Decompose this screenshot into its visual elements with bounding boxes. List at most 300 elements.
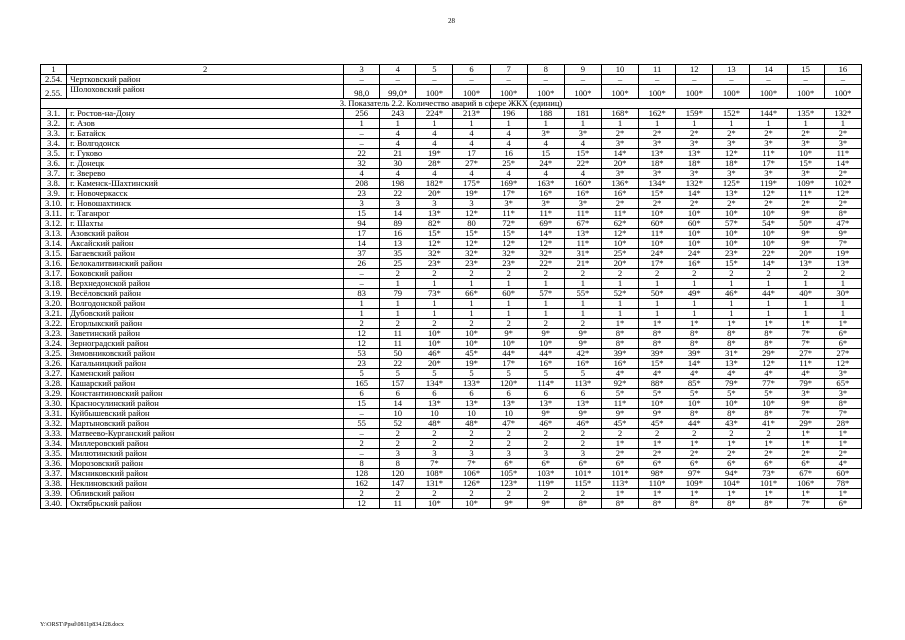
value-cell: 10* [787,149,824,159]
value-cell: 3* [787,169,824,179]
value-cell: 11* [564,239,601,249]
value-cell: 14* [676,359,713,369]
value-cell: 89 [380,219,416,229]
value-cell: 3* [527,199,564,209]
value-cell: 9* [527,329,564,339]
value-cell: 1* [676,439,713,449]
value-cell: 1* [787,489,824,499]
value-cell: 14 [380,399,416,409]
value-cell: 5 [527,369,564,379]
value-cell: 10* [676,229,713,239]
value-cell: 3 [416,449,453,459]
table-row [41,459,862,469]
value-cell: 1 [750,299,787,309]
value-cell: 165 [344,379,380,389]
value-cell: 9* [787,209,824,219]
row-number: 3.31. [41,409,67,419]
table-row [41,199,862,209]
value-cell: 8* [676,339,713,349]
value-cell: 8* [713,409,750,419]
table-row [41,389,862,399]
value-cell: 8* [824,399,861,409]
row-name: Багаевский район [67,249,344,259]
row-number: 3.34. [41,439,67,449]
value-cell: 8* [564,499,601,509]
value-cell: 9* [490,329,527,339]
value-cell: 25* [601,249,638,259]
value-cell: 2* [639,129,676,139]
value-cell: 10* [490,339,527,349]
value-cell: 22* [564,159,601,169]
value-cell: 28* [416,159,453,169]
value-cell: 10* [713,239,750,249]
value-cell: 104* [713,479,750,489]
value-cell: 98* [639,469,676,479]
row-name: Каменский район [67,369,344,379]
row-number: 3.25. [41,349,67,359]
value-cell: 119* [750,179,787,189]
value-cell: 60* [639,219,676,229]
value-cell: 6 [453,389,490,399]
row-name: Неклиновский район [67,479,344,489]
value-cell: 9* [601,409,638,419]
value-cell: 5 [564,369,601,379]
value-cell: 11* [639,229,676,239]
row-number: 3.24. [41,339,67,349]
value-cell: 2 [750,269,787,279]
value-cell: – [344,449,380,459]
value-cell: 1* [676,319,713,329]
value-cell: 1* [824,429,861,439]
value-cell: 4 [453,169,490,179]
row-name: Куйбышевский район [67,409,344,419]
value-cell: 162 [344,479,380,489]
value-cell: 25 [380,259,416,269]
value-cell: 13* [564,229,601,239]
value-cell: 4 [380,129,416,139]
row-number: 3.26. [41,359,67,369]
value-cell: 2* [676,449,713,459]
value-cell: 6* [676,459,713,469]
value-cell: 8* [639,339,676,349]
value-cell: – [713,75,750,85]
row-number: 3.28. [41,379,67,389]
value-cell: 12* [453,239,490,249]
value-cell: 11 [380,339,416,349]
value-cell: 100* [676,85,713,99]
value-cell: 100* [713,85,750,99]
table-row [41,449,862,459]
value-cell: 2 [750,429,787,439]
value-cell: – [490,75,527,85]
value-cell: 1 [824,309,861,319]
value-cell: 160* [564,179,601,189]
row-name: Верхнедонской район [67,279,344,289]
value-cell: 16* [527,189,564,199]
value-cell: 16* [564,359,601,369]
value-cell: 1 [787,299,824,309]
value-cell: 11* [527,209,564,219]
column-number: 12 [676,65,713,75]
value-cell: 73* [750,469,787,479]
value-cell: 14* [676,189,713,199]
value-cell: 1* [676,489,713,499]
table-row [41,209,862,219]
value-cell: 14* [750,259,787,269]
row-name: г. Волгодонск [67,139,344,149]
value-cell: 22* [527,259,564,269]
value-cell: 13* [416,399,453,409]
value-cell: 23* [416,259,453,269]
value-cell: 132* [676,179,713,189]
value-cell: 1 [490,299,527,309]
value-cell: 35 [380,249,416,259]
value-cell: 23 [344,359,380,369]
value-cell: 12 [344,329,380,339]
value-cell: 5 [416,369,453,379]
value-cell: 46* [416,349,453,359]
value-cell: 10 [490,409,527,419]
row-name: Морозовский район [67,459,344,469]
value-cell: 7* [453,459,490,469]
table-row [41,269,862,279]
value-cell: 11* [787,359,824,369]
value-cell: 4 [564,139,601,149]
row-number: 3.13. [41,229,67,239]
value-cell: 110* [639,479,676,489]
value-cell: 100* [750,85,787,99]
value-cell: 7* [787,409,824,419]
value-cell: 16* [601,359,638,369]
value-cell: 1* [824,319,861,329]
footer-file-path: Y:\ORST\Ppsd\0811p834.f28.docx [40,622,124,628]
value-cell: 9* [490,499,527,509]
value-cell: 2 [564,429,601,439]
value-cell: 2 [416,489,453,499]
value-cell: 4 [380,139,416,149]
value-cell: – [601,75,638,85]
value-cell: 31* [713,349,750,359]
value-cell: 10* [713,209,750,219]
table-row [41,159,862,169]
value-cell: 4 [416,129,453,139]
row-number: 3.10. [41,199,67,209]
table-row [41,179,862,189]
value-cell: 7* [787,329,824,339]
value-cell: 13* [824,259,861,269]
value-cell: 14* [601,149,638,159]
value-cell: 4* [750,369,787,379]
table-row [41,109,862,119]
value-cell: 106* [453,469,490,479]
value-cell: – [344,129,380,139]
row-number: 3.17. [41,269,67,279]
value-cell: 5* [601,389,638,399]
row-name: г. Новочеркасск [67,189,344,199]
value-cell: 79* [713,379,750,389]
row-number: 3.6. [41,159,67,169]
value-cell: 1* [601,319,638,329]
row-name: г. Таганрог [67,209,344,219]
value-cell: 6* [824,499,861,509]
value-cell: 52 [380,419,416,429]
value-cell: – [453,75,490,85]
value-cell: 11* [601,209,638,219]
value-cell: 2 [380,429,416,439]
value-cell: 2 [527,319,564,329]
value-cell: 6 [564,389,601,399]
value-cell: 144* [750,109,787,119]
value-cell: 1 [490,119,527,129]
table-row [41,289,862,299]
value-cell: 3* [676,169,713,179]
row-number: 3.40. [41,499,67,509]
value-cell: 1 [676,279,713,289]
value-cell: 16 [490,149,527,159]
value-cell: 20* [787,249,824,259]
value-cell: 101* [750,479,787,489]
value-cell: 11* [824,149,861,159]
row-number: 3.27. [41,369,67,379]
value-cell: 3* [601,139,638,149]
value-cell: 134* [639,179,676,189]
value-cell: 13* [564,399,601,409]
value-cell: 2 [344,489,380,499]
value-cell: 2* [713,199,750,209]
value-cell: 133* [453,379,490,389]
value-cell: 48* [453,419,490,429]
table-row [41,279,862,289]
value-cell: 30* [824,289,861,299]
row-name: Белокалитвинский район [67,259,344,269]
value-cell: 3* [713,169,750,179]
value-cell: 2 [639,429,676,439]
value-cell: 6* [601,459,638,469]
value-cell: 50* [787,219,824,229]
row-number: 3.39. [41,489,67,499]
value-cell: 1 [564,119,601,129]
value-cell: 55 [344,419,380,429]
value-cell: 3 [564,449,601,459]
value-cell: 101* [601,469,638,479]
value-cell: 1 [453,279,490,289]
value-cell: 23* [490,259,527,269]
value-cell: 114* [527,379,564,389]
value-cell: 19* [453,359,490,369]
value-cell: 23* [453,259,490,269]
value-cell: 2 [453,489,490,499]
value-cell: 22 [380,359,416,369]
value-cell: 2 [490,269,527,279]
table-row [41,439,862,449]
value-cell: 50 [380,349,416,359]
value-cell: 13* [490,399,527,409]
value-cell: 44* [490,349,527,359]
value-cell: 175* [453,179,490,189]
value-cell: 2 [453,269,490,279]
value-cell: 2* [713,449,750,459]
row-number: 3.4. [41,139,67,149]
value-cell: – [676,75,713,85]
value-cell: 10* [453,329,490,339]
value-cell: 2* [824,169,861,179]
column-number-row [41,65,862,75]
value-cell: 6 [416,389,453,399]
column-number: 10 [601,65,638,75]
row-number: 3.2. [41,119,67,129]
value-cell: 10* [676,239,713,249]
value-cell: 4 [416,169,453,179]
value-cell: 100* [416,85,453,99]
value-cell: 13 [380,239,416,249]
row-number: 3.19. [41,289,67,299]
value-cell: 2 [453,439,490,449]
value-cell: 10* [750,229,787,239]
value-cell: 10* [453,499,490,509]
row-number: 3.37. [41,469,67,479]
value-cell: 1 [601,279,638,289]
row-name: г. Азов [67,119,344,129]
table-row [41,169,862,179]
value-cell: 62* [601,219,638,229]
table-row [41,369,862,379]
column-number: 9 [564,65,601,75]
value-cell: 10* [713,229,750,239]
table-row [41,469,862,479]
value-cell: 85* [676,379,713,389]
value-cell: 1 [416,299,453,309]
value-cell: 60* [490,289,527,299]
value-cell: 4 [344,169,380,179]
value-cell: 1* [787,319,824,329]
value-cell: 15* [639,359,676,369]
row-name: Зимовниковский район [67,349,344,359]
value-cell: 46* [564,419,601,429]
value-cell: 8* [676,409,713,419]
value-cell: 60* [676,219,713,229]
value-cell: – [344,279,380,289]
value-cell: 22 [380,189,416,199]
value-cell: 3 [380,449,416,459]
value-cell: 3* [713,139,750,149]
value-cell: 256 [344,109,380,119]
value-cell: 1 [639,309,676,319]
value-cell: 3 [490,449,527,459]
value-cell: 125* [713,179,750,189]
column-number: 7 [490,65,527,75]
table-row [41,409,862,419]
value-cell: 131* [416,479,453,489]
value-cell: 4* [601,369,638,379]
value-cell: 4 [527,169,564,179]
value-cell: 1 [453,299,490,309]
table-row [41,419,862,429]
value-cell: 4 [490,139,527,149]
value-cell: 3* [564,129,601,139]
value-cell: 2 [416,269,453,279]
value-cell: 12* [824,359,861,369]
value-cell: 99,0* [380,85,416,99]
value-cell: 6* [787,459,824,469]
row-number: 3.16. [41,259,67,269]
value-cell: 4* [639,369,676,379]
row-name: Зерноградский район [67,339,344,349]
value-cell: 1* [787,439,824,449]
value-cell: 3* [601,169,638,179]
value-cell: 1 [676,309,713,319]
value-cell: 4 [453,139,490,149]
value-cell: 152* [713,109,750,119]
value-cell: 115* [564,479,601,489]
value-cell: 6* [824,329,861,339]
value-cell: 24* [527,159,564,169]
value-cell: 2 [564,319,601,329]
value-cell: 7* [824,239,861,249]
value-cell: 136* [601,179,638,189]
value-cell: 18* [676,159,713,169]
value-cell: 88* [639,379,676,389]
value-cell: 17* [750,159,787,169]
value-cell: 10* [601,239,638,249]
value-cell: 1* [787,429,824,439]
value-cell: 3* [750,169,787,179]
value-cell: 6* [713,459,750,469]
value-cell: 69* [527,219,564,229]
value-cell: – [344,269,380,279]
value-cell: 243 [380,109,416,119]
value-cell: 3* [824,139,861,149]
value-cell: 4 [453,129,490,139]
value-cell: 147 [380,479,416,489]
value-cell: 8 [344,459,380,469]
row-name: Мясниковский район [67,469,344,479]
value-cell: 3 [416,199,453,209]
value-cell: 16 [380,229,416,239]
value-cell: 12 [344,339,380,349]
value-cell: 1 [416,309,453,319]
value-cell: 109* [787,179,824,189]
table-row [41,309,862,319]
value-cell: 13* [676,149,713,159]
value-cell: 77* [750,379,787,389]
value-cell: 1 [564,309,601,319]
value-cell: 135* [787,109,824,119]
value-cell: 1 [416,119,453,129]
value-cell: 11 [380,329,416,339]
table-row [41,489,862,499]
value-cell: 1 [750,279,787,289]
value-cell: 2 [676,269,713,279]
value-cell: 66* [453,289,490,299]
value-cell: 1 [787,309,824,319]
value-cell: 25* [490,159,527,169]
value-cell: 3 [453,449,490,459]
value-cell: 5 [380,369,416,379]
value-cell: 108* [416,469,453,479]
value-cell: 100* [527,85,564,99]
table-row [41,219,862,229]
value-cell: 100* [824,85,861,99]
value-cell: 11* [750,149,787,159]
value-cell: 126* [453,479,490,489]
value-cell: 19* [416,149,453,159]
value-cell: 8* [676,329,713,339]
value-cell: 32* [453,249,490,259]
value-cell: 10* [416,339,453,349]
value-cell: 1* [750,319,787,329]
value-cell: 2 [490,489,527,499]
value-cell: – [416,75,453,85]
